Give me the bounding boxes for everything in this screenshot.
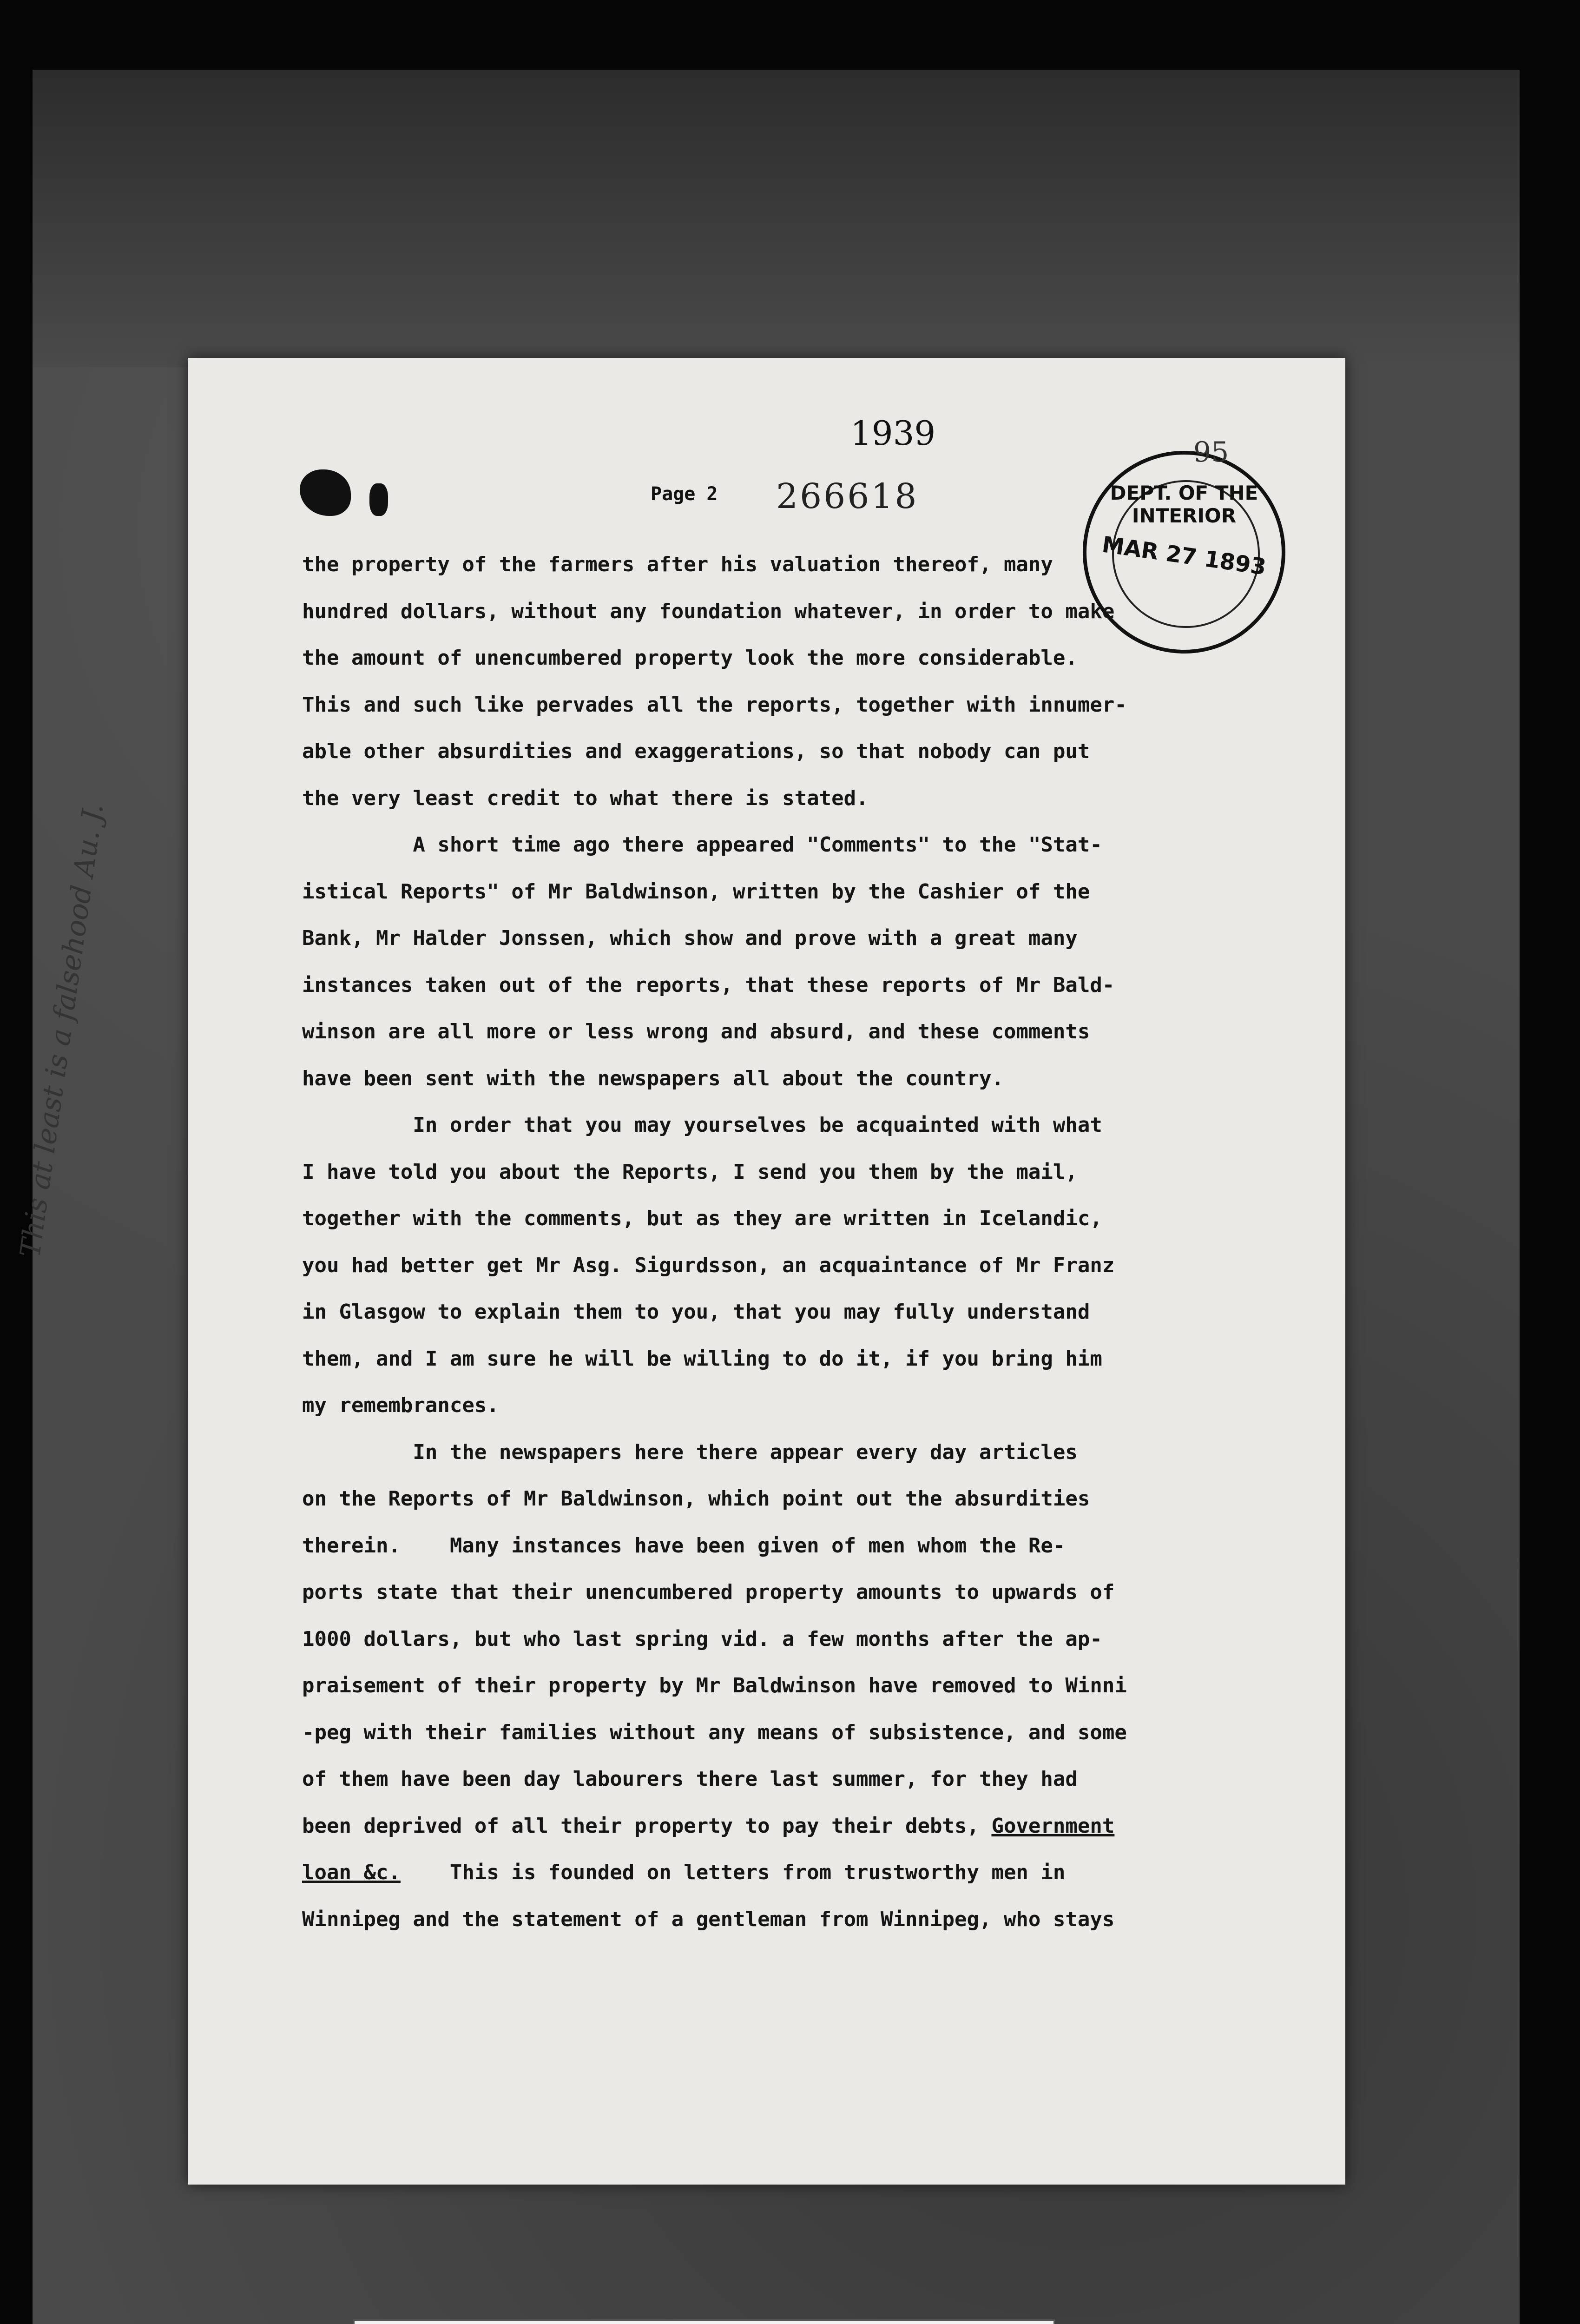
text-line: my remembrances. [302,1393,499,1417]
text-line: on the Reports of Mr Baldwinson, which point out the absurdities [302,1487,1090,1511]
text-line: the very least credit to what there is stated. [302,786,869,810]
letter-body [302,541,1283,1943]
board-top-shadow [33,70,1520,367]
text-line: you had better get Mr Asg. Sigurdsson, an acquaintance of Mr Franz [302,1253,1115,1277]
text-line: I have told you about the Reports, I send you them by the mail, [302,1160,1078,1184]
text-line: -peg with their families without any means of subsistence, and some [302,1720,1127,1744]
text-line: This and such like pervades all the reports, together with innumer- [302,693,1127,717]
page-label: Page 2 [651,483,718,505]
text-line: istical Reports" of Mr Baldwinson, written by the Cashier of the [302,879,1090,904]
ink-blot-mark [369,483,388,516]
text-line: instances taken out of the reports, that these reports of Mr Bald- [302,973,1115,997]
underlined-text: loan &c. [302,1861,401,1884]
underlined-text: Government [991,1814,1115,1838]
text-line: together with the comments, but as they are written in Icelandic, [302,1207,1102,1230]
text-line: ports state that their unencumbered property amounts to upwards of [302,1580,1115,1604]
text-line: Winnipeg and the statement of a gentleman from Winnipeg, who stays [302,1907,1115,1931]
text-line: therein. Many instances have been given of men whom the Re- [302,1533,1066,1558]
text-segment: been deprived of all their property to pay their debts, [302,1814,992,1838]
text-line: have been sent with the newspapers all about the country. [302,1066,1004,1090]
text-line: them, and I am sure he will be willing to do it, if you bring him [302,1347,1102,1371]
text-line: A short time ago there appeared "Comments" to the "Stat- [302,833,1102,857]
text-line: the amount of unencumbered property look the more considerable. [302,646,1078,670]
text-line: able other absurdities and exaggerations, so that nobody can put [302,739,1090,763]
stamp-ring-text: DEPT. OF THE INTERIOR [1110,482,1258,527]
text-line: in Glasgow to explain them to you, that you may fully understand [302,1300,1090,1324]
text-line: the property of the farmers after his valuation thereof, many [302,553,1053,576]
text-line [302,1849,1283,1896]
document-page [188,358,1345,2185]
ink-blot-mark [300,469,351,516]
document-number-top: 1939 [850,414,936,453]
text-line: In the newspapers here there appear every day articles [302,1440,1078,1464]
citation-label [353,2319,1055,2324]
text-line: winson are all more or less wrong and absurd, and these comments [302,1020,1090,1043]
text-line: of them have been day labourers there last summer, for they had [302,1767,1078,1791]
text-line: Bank, Mr Halder Jonssen, which show and prove with a great many [302,926,1078,950]
handwritten-margin-note: This at least is a falsehood Au. J. [14,801,110,1260]
stamp-date: MAR 27 1893 [1100,531,1268,581]
text-line: praisement of their property by Mr Baldwinson have removed to Winni [302,1674,1127,1697]
text-line: In order that you may yourselves be acquainted with what [302,1113,1102,1137]
text-line [302,1803,1283,1850]
text-line: hundred dollars, without any foundation whatever, in order to make [302,599,1115,623]
text-line: 1000 dollars, but who last spring vid. a few months after the ap- [302,1627,1102,1651]
document-number: 266618 [776,476,919,516]
stamp-handwritten-number: 95 [1193,436,1229,469]
text-segment: This is founded on letters from trustworthy men in [400,1861,1066,1884]
